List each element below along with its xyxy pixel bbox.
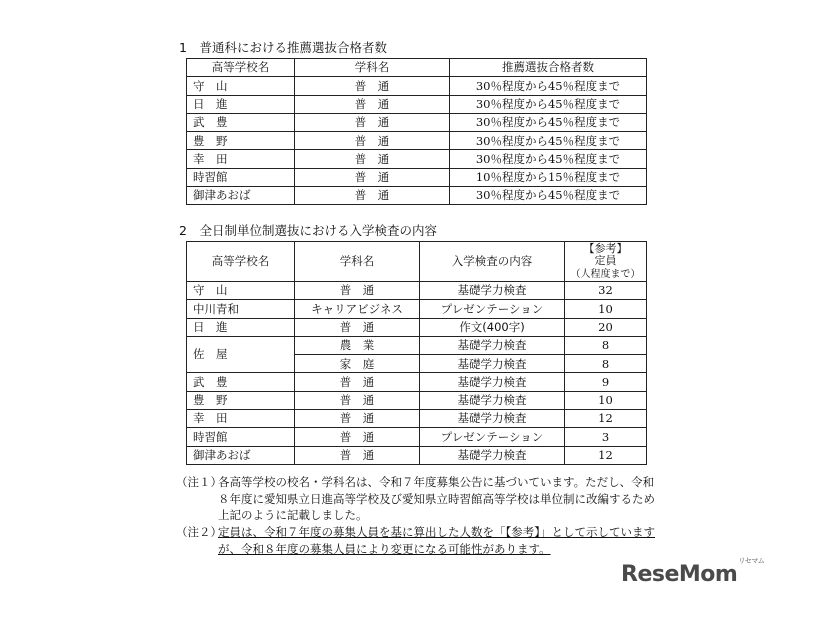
note-1 <box>176 474 656 524</box>
dept-cell: 普 通 <box>295 187 450 205</box>
header-school: 高等学校名 <box>187 242 295 282</box>
logo-ruby: リセマム <box>738 556 765 565</box>
table-row <box>187 282 647 300</box>
header-school: 高等学校名 <box>187 59 295 77</box>
dept-cell: 普 通 <box>295 282 420 300</box>
table-row <box>187 410 647 428</box>
quota-cell: 10 <box>565 391 647 409</box>
dept-cell: 普 通 <box>295 168 450 186</box>
exam-cell: 作文(400字) <box>420 318 565 336</box>
table-row <box>187 187 647 205</box>
exam-cell: 基礎学力検査 <box>420 355 565 373</box>
quota-cell: 3 <box>565 428 647 446</box>
school-cell: 武 豊 <box>187 373 295 391</box>
dept-cell: 普 通 <box>295 132 450 150</box>
dept-cell: 普 通 <box>295 95 450 113</box>
school-cell: 幸 田 <box>187 410 295 428</box>
logo-text: ReseMom <box>621 562 738 587</box>
note-label: （注１） <box>176 475 222 489</box>
count-cell: 30％程度から45％程度まで <box>450 187 647 205</box>
count-cell: 30％程度から45％程度まで <box>450 77 647 95</box>
table-row <box>187 428 647 446</box>
table-row <box>187 300 647 318</box>
quota-cell: 10 <box>565 300 647 318</box>
exam-content-table <box>186 241 647 465</box>
header-count: 推薦選抜合格者数 <box>450 59 647 77</box>
school-cell: 御津あおば <box>187 187 295 205</box>
school-cell: 守 山 <box>187 282 295 300</box>
resemom-logo <box>621 556 765 587</box>
school-cell: 日 進 <box>187 95 295 113</box>
table-row <box>187 336 647 354</box>
quota-cell: 9 <box>565 373 647 391</box>
school-cell: 佐 屋 <box>187 336 295 373</box>
count-cell: 30％程度から45％程度まで <box>450 113 647 131</box>
section2-heading: 2 全日制単位制選抜における入学検査の内容 <box>179 223 437 238</box>
table-header-row <box>187 59 647 77</box>
exam-cell: 基礎学力検査 <box>420 282 565 300</box>
school-cell: 時習館 <box>187 428 295 446</box>
reference-label: 【参考】 <box>583 241 628 255</box>
count-cell: 30％程度から45％程度まで <box>450 132 647 150</box>
table-row <box>187 150 647 168</box>
exam-cell: 基礎学力検査 <box>420 391 565 409</box>
dept-cell: 普 通 <box>295 318 420 336</box>
school-cell: 豊 野 <box>187 391 295 409</box>
dept-cell: 普 通 <box>295 77 450 95</box>
dept-cell: 普 通 <box>295 373 420 391</box>
quota-cell: 12 <box>565 410 647 428</box>
quota-cell: 8 <box>565 355 647 373</box>
reference-title: 定員 <box>594 254 617 268</box>
dept-cell: 農 業 <box>295 336 420 354</box>
table-row <box>187 391 647 409</box>
school-cell: 御津あおば <box>187 446 295 464</box>
header-dept: 学科名 <box>295 242 420 282</box>
exam-cell: 基礎学力検査 <box>420 373 565 391</box>
exam-cell: 基礎学力検査 <box>420 446 565 464</box>
note-label: （注２） <box>176 525 222 540</box>
table-row <box>187 132 647 150</box>
exam-cell: プレゼンテーション <box>420 428 565 446</box>
table-row <box>187 373 647 391</box>
reference-note: （人程度まで） <box>570 268 641 280</box>
dept-cell: 家 庭 <box>295 355 420 373</box>
table-header-row <box>187 242 647 282</box>
note-text: 各高等学校の校名・学科名は、令和７年度募集公告に基づいています。ただし、令和８年度に愛知県立日進高等学校及び愛知県立時習館高等学校は単位制に改編するため上記のように記載しました。 <box>218 475 655 523</box>
header-reference <box>565 242 647 282</box>
note-2 <box>176 524 656 557</box>
table-row <box>187 77 647 95</box>
recommendation-table <box>186 58 647 205</box>
dept-cell: 普 通 <box>295 446 420 464</box>
dept-cell: キャリアビジネス <box>295 300 420 318</box>
exam-cell: 基礎学力検査 <box>420 336 565 354</box>
school-cell: 中川青和 <box>187 300 295 318</box>
quota-cell: 12 <box>565 446 647 464</box>
count-cell: 10％程度から15％程度まで <box>450 168 647 186</box>
exam-cell: 基礎学力検査 <box>420 410 565 428</box>
school-cell: 日 進 <box>187 318 295 336</box>
table-row <box>187 318 647 336</box>
dept-cell: 普 通 <box>295 410 420 428</box>
dept-cell: 普 通 <box>295 428 420 446</box>
school-cell: 時習館 <box>187 168 295 186</box>
quota-cell: 32 <box>565 282 647 300</box>
header-dept: 学科名 <box>295 59 450 77</box>
section1-heading: 1 普通科における推薦選抜合格者数 <box>179 40 387 55</box>
school-cell: 幸 田 <box>187 150 295 168</box>
school-cell: 武 豊 <box>187 113 295 131</box>
table-row <box>187 113 647 131</box>
table-row <box>187 446 647 464</box>
exam-cell: プレゼンテーション <box>420 300 565 318</box>
school-cell: 豊 野 <box>187 132 295 150</box>
note-text: 定員は、令和７年度の募集人員を基に算出した人数を「【参考】」として示していますが、令和８年度の募集人員により変更になる可能性があります。 <box>218 525 655 556</box>
header-exam: 入学検査の内容 <box>420 242 565 282</box>
count-cell: 30％程度から45％程度まで <box>450 150 647 168</box>
quota-cell: 20 <box>565 318 647 336</box>
notes <box>176 474 656 557</box>
dept-cell: 普 通 <box>295 391 420 409</box>
dept-cell: 普 通 <box>295 113 450 131</box>
table-row <box>187 95 647 113</box>
dept-cell: 普 通 <box>295 150 450 168</box>
school-cell: 守 山 <box>187 77 295 95</box>
count-cell: 30％程度から45％程度まで <box>450 95 647 113</box>
table-row <box>187 168 647 186</box>
quota-cell: 8 <box>565 336 647 354</box>
